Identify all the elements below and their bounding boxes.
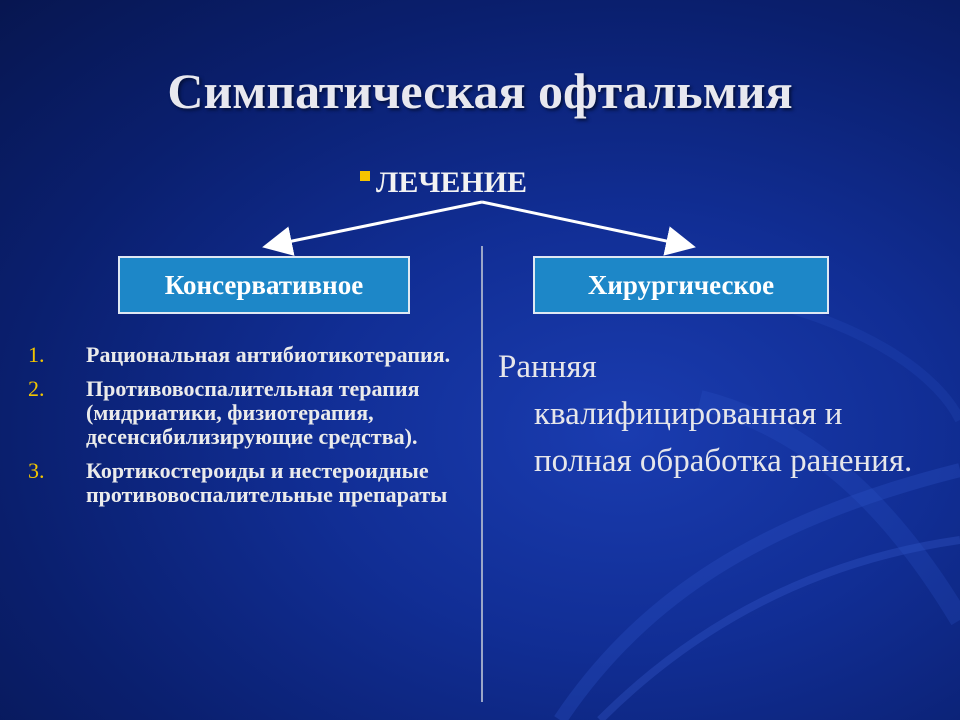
surgical-text-first: Ранняя [498, 349, 597, 385]
list-number: 2. [28, 376, 45, 401]
list-number: 1. [28, 342, 45, 367]
list-number: 3. [28, 458, 45, 483]
list-text: Противовоспалительная терапия (мидриатики, физиотерапия, десенсибилизирующие средства). [86, 376, 420, 449]
conservative-box: Консервативное [118, 256, 410, 314]
arrow-left [268, 202, 482, 246]
surgical-text-rest: квалифицированная и полная обработка ранения. [534, 396, 913, 479]
surgical-description [498, 344, 918, 485]
list-item [28, 377, 458, 449]
conservative-list [28, 343, 458, 517]
slide-title: Симпатическая офтальмия [167, 63, 793, 119]
vertical-divider [481, 246, 483, 702]
list-text: Кортикостероиды и нестероидные противовоспалительные препараты [86, 458, 448, 507]
treatment-label: ЛЕЧЕНИЕ [376, 166, 528, 199]
list-item [28, 343, 458, 367]
list-text: Рациональная антибиотикотерапия. [86, 342, 451, 367]
arrow-right [482, 202, 690, 246]
list-item [28, 459, 458, 507]
surgical-box: Хирургическое [533, 256, 829, 314]
